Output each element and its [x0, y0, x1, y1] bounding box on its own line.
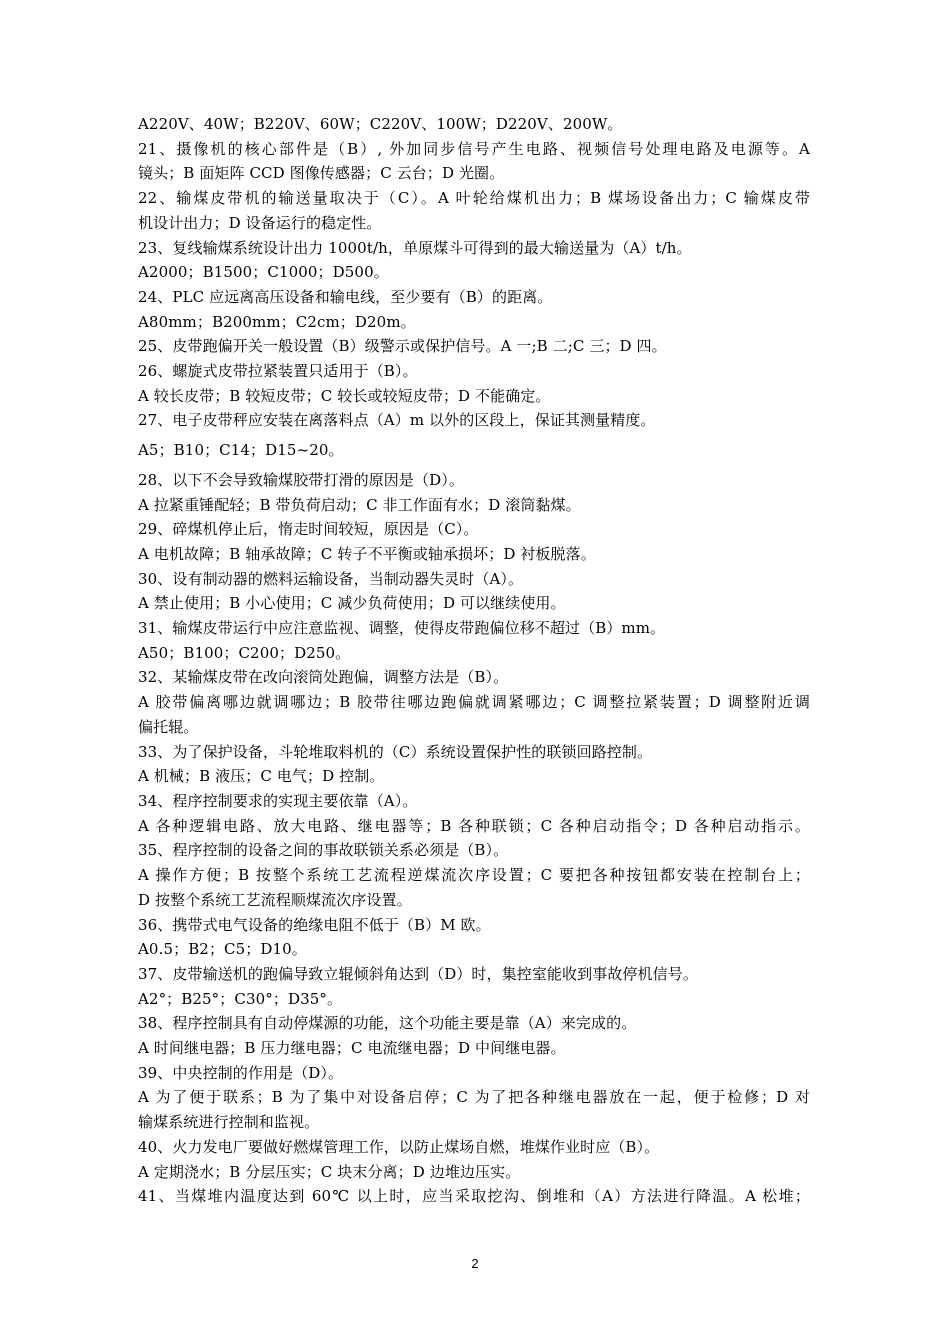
text-line: A 时间继电器；B 压力继电器；C 电流继电器；D 中间继电器。 [138, 1039, 566, 1058]
text-line: 镜头；B 面矩阵 CCD 图像传感器；C 云台；D 光圈。 [138, 164, 505, 183]
text-line: A5；B10；C14；D15~20。 [138, 441, 344, 460]
text-line: A2000；B1500；C1000；D500。 [138, 263, 389, 282]
page-number: 2 [471, 1256, 479, 1271]
text-line: 23、复线输煤系统设计出力 1000t/h，单原煤斗可得到的最大输送量为（A）t/h。 [138, 238, 692, 257]
text-line: 30、设有制动器的燃料运输设备，当制动器失灵时（A）。 [138, 569, 524, 588]
text-line: A220V、40W；B220V、60W；C220V、100W；D220V、200W。 [138, 115, 623, 133]
text-line: 36、携带式电气设备的绝缘电阻不低于（B）M 欧。 [138, 915, 491, 934]
text-line: A80mm；B200mm；C2cm；D20m。 [138, 312, 416, 331]
text-line: A 操作方便；B 按整个系统工艺流程逆煤流次序设置；C 要把各种按钮都安装在控制台上； [138, 866, 810, 885]
text-line: 机设计出力；D 设备运行的稳定性。 [138, 213, 382, 232]
text-line: 偏托辊。 [138, 717, 199, 736]
text-line: A 机械；B 液压；C 电气；D 控制。 [138, 767, 385, 786]
text-line: 37、皮带输送机的跑偏导致立辊倾斜角达到（D）时，集控室能收到事故停机信号。 [138, 964, 698, 983]
text-line: 28、以下不会导致输煤胶带打滑的原因是（D）。 [138, 470, 464, 489]
text-line: A 禁止使用；B 小心使用；C 减少负荷使用；D 可以继续使用。 [138, 594, 566, 613]
text-line: 29、碎煤机停止后，惰走时间较短，原因是（C）。 [138, 520, 479, 539]
text-line: A 为了便于联系；B 为了集中对设备启停；C 为了把各种继电器放在一起，便于检修；D 对 [138, 1088, 810, 1107]
text-line: 输煤系统进行控制和监视。 [138, 1113, 320, 1132]
document-body [138, 112, 810, 1209]
text-line: 27、电子皮带秤应安装在离落料点（A）m 以外的区段上，保证其测量精度。 [138, 411, 656, 430]
text-line: A2°；B25°；C30°；D35°。 [138, 989, 343, 1008]
text-line: A0.5；B2；C5；D10。 [138, 940, 307, 959]
text-line: A 电机故障；B 轴承故障；C 转子不平衡或轴承损坏；D 衬板脱落。 [138, 544, 596, 563]
text-line: 22、输煤皮带机的输送量取决于（C）。A 叶轮给煤机出力；B 煤场设备出力；C 输煤皮带 [138, 189, 810, 208]
text-line: 24、PLC 应远离高压设备和输电线，至少要有（B）的距离。 [138, 287, 553, 306]
text-line: A 拉紧重锤配轻；B 带负荷启动；C 非工作面有水；D 滚筒黏煤。 [138, 495, 581, 514]
text-line: A50；B100；C200；D250。 [138, 643, 351, 662]
text-line: A 定期浇水；B 分层压实；C 块末分离；D 边堆边压实。 [138, 1162, 521, 1181]
text-line: 26、螺旋式皮带拉紧装置只适用于（B）。 [138, 362, 418, 381]
text-line: D 按整个系统工艺流程顺煤流次序设置。 [138, 890, 412, 909]
text-line: 40、火力发电厂要做好燃煤管理工作，以防止煤场自燃，堆煤作业时应（B）。 [138, 1137, 660, 1156]
text-line: 25、皮带跑偏开关一般设置（B）级警示或保护信号。A 一;B 二;C 三；D 四。 [138, 337, 667, 356]
text-line: 35、程序控制的设备之间的事故联锁关系必须是（B）。 [138, 841, 509, 860]
text-line: 38、程序控制具有自动停煤源的功能，这个功能主要是靠（A）来完成的。 [138, 1014, 637, 1033]
text-line: 41、当煤堆内温度达到 60℃ 以上时，应当采取挖沟、倒堆和（A）方法进行降温。A 松堆； [138, 1187, 810, 1206]
text-line: A 胶带偏离哪边就调哪边；B 胶带往哪边跑偏就调紧哪边；C 调整拉紧装置；D 调整附近调 [138, 693, 810, 712]
text-line: 32、某输煤皮带在改向滚筒处跑偏，调整方法是（B）。 [138, 668, 509, 687]
text-line: A 较长皮带；B 较短皮带；C 较长或较短皮带；D 不能确定。 [138, 386, 551, 405]
text-line: 21、摄像机的核心部件是（B）, 外加同步信号产生电路、视频信号处理电路及电源等。A [138, 139, 810, 158]
text-line: 31、输煤皮带运行中应注意监视、调整，使得皮带跑偏位移不超过（B）mm。 [138, 619, 666, 638]
text-line: A 各种逻辑电路、放大电路、继电器等；B 各种联锁；C 各种启动指令；D 各种启动指示。 [138, 816, 810, 835]
text-line: 39、中央控制的作用是（D）。 [138, 1063, 344, 1082]
text-line: 34、程序控制要求的实现主要依靠（A）。 [138, 791, 418, 810]
text-line: 33、为了保护设备，斗轮堆取料机的（C）系统设置保护性的联锁回路控制。 [138, 742, 653, 761]
